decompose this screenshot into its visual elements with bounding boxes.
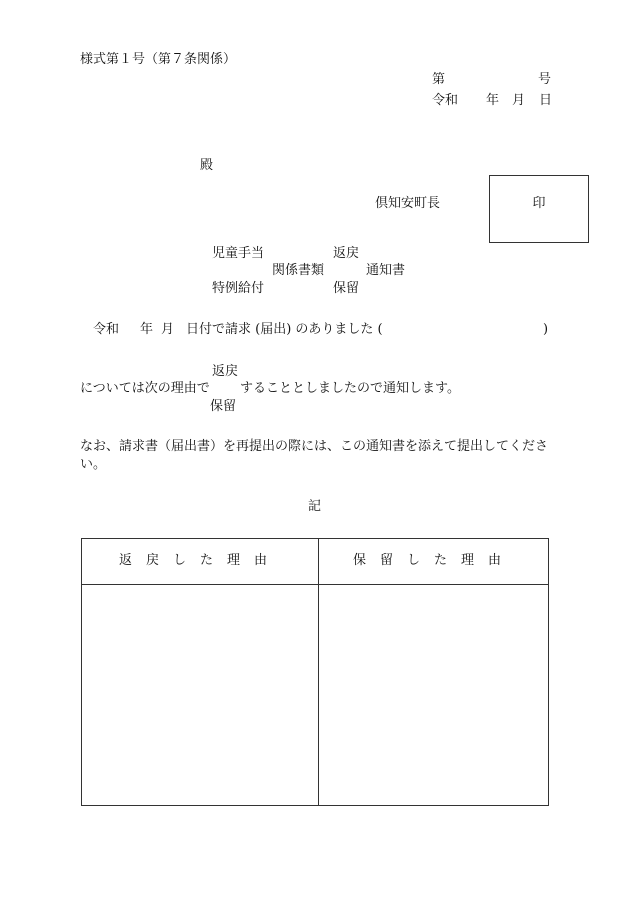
request-era: 令和 xyxy=(93,322,120,337)
date-era: 令和 xyxy=(432,93,459,108)
reason-option-hold: 保留 xyxy=(210,399,237,414)
request-text: 日付で請求 (届出) のありました ( xyxy=(186,322,383,337)
table-header-hold-reason: 保留した理由 xyxy=(352,553,515,568)
subject-notice: 通知書 xyxy=(366,263,406,278)
number-prefix: 第 xyxy=(432,72,446,87)
subject-action-hold: 保留 xyxy=(333,281,360,296)
table-header-return-reason: 返戻した理由 xyxy=(118,553,281,568)
request-close-paren: ) xyxy=(543,322,549,337)
number-suffix: 号 xyxy=(538,72,552,87)
form-reference: 様式第１号（第７条関係） xyxy=(80,52,237,67)
date-day: 日 xyxy=(539,93,553,108)
reasons-table xyxy=(81,538,549,806)
request-month: 月 xyxy=(161,322,175,337)
date-year: 年 xyxy=(486,93,500,108)
reason-lead: については次の理由で xyxy=(80,381,210,396)
hold-reason-cell[interactable] xyxy=(319,585,548,805)
reason-option-return: 返戻 xyxy=(212,364,239,379)
section-mark: 記 xyxy=(308,499,322,514)
reason-tail: することとしましたので通知します。 xyxy=(240,381,460,396)
request-year: 年 xyxy=(140,322,154,337)
return-reason-cell[interactable] xyxy=(82,585,318,805)
resubmission-note: なお、請求書（届出書）を再提出の際には、この通知書を添えて提出してください。 xyxy=(80,439,549,472)
subject-benefit-child: 児童手当 xyxy=(212,246,265,261)
subject-related-docs: 関係書類 xyxy=(272,263,325,278)
date-month: 月 xyxy=(512,93,526,108)
seal-box xyxy=(489,175,589,243)
seal-label: 印 xyxy=(532,196,546,211)
subject-action-return: 返戻 xyxy=(333,246,360,261)
addressee-honorific: 殿 xyxy=(200,158,214,173)
sender-name: 倶知安町長 xyxy=(375,196,441,211)
subject-benefit-special: 特例給付 xyxy=(212,281,265,296)
